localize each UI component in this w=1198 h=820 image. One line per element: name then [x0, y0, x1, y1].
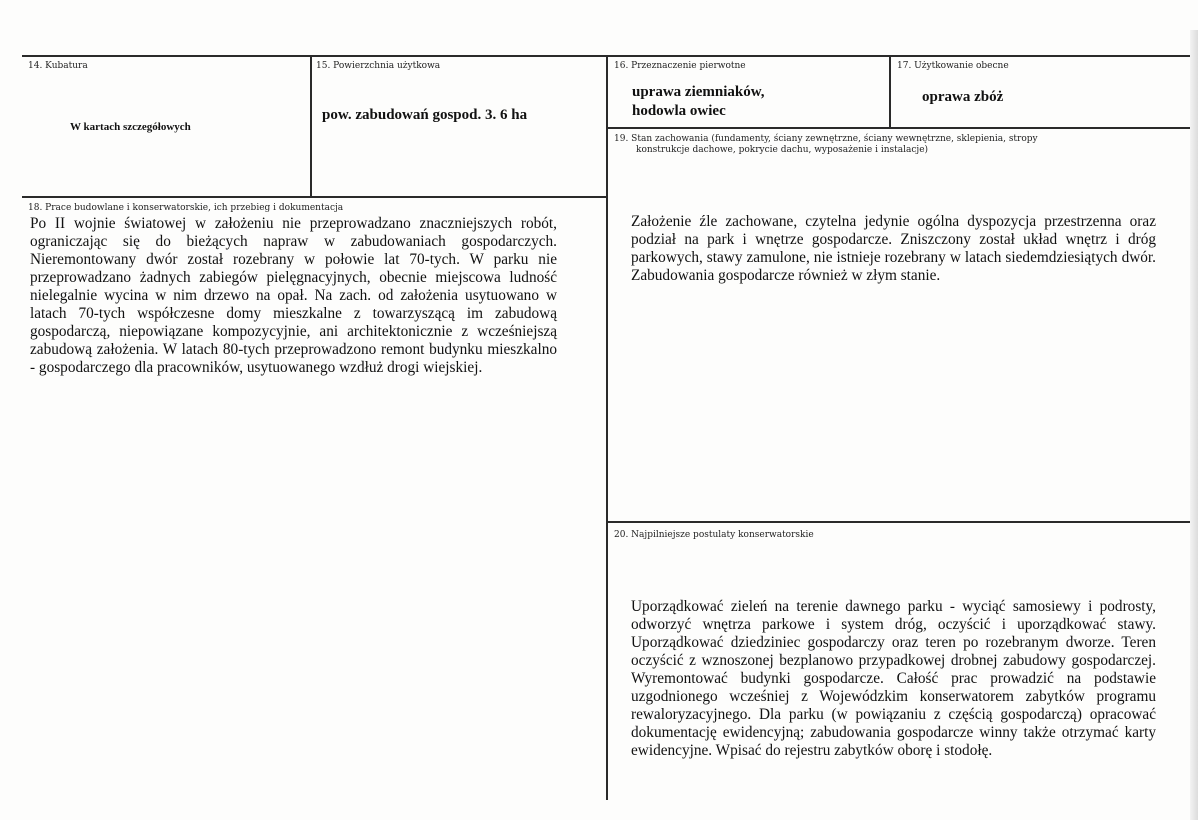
field-15-value: pow. zabudowań gospod. 3. 6 ha — [322, 107, 528, 123]
section20-top-line — [608, 521, 1198, 523]
field-18-text: Po II wojnie światowej w założeniu nie przeprowadzano znaczniejszych robót, ograniczając się do bieżących napraw w zabudowaniach gospodarczych. Nieremontowany dwór został rozebrany w połowie lat 70-tych. W parku nie przeprowadzano żadnych zabiegów pielęgnacyjnych, obecnie miejscowa ludność nielegalnie wycina w nim drzewo na opał. Na zach. od założenia usytuowano w latach 70-tych współczesne domy mieszkalne z towarzyszącą im zabudową gospodarczą, niepowiązane kompozycyjnie, ani architektonicznie z wcześniejszą zabudową założenia. W latach 80-tych przeprowadzono remont budynku mieszkalno - gospodarczego dla pracowników, usytuowanego wzdłuż drogi wiejskiej. — [30, 215, 557, 376]
row1-bottom-left-line — [22, 196, 608, 198]
field-16-value-line2: hodowla owiec — [632, 103, 726, 119]
field-18-label: 18. Prace budowlane i konserwatorskie, ich przebieg i dokumentacja — [28, 203, 344, 213]
field-16-value-line1: uprawa ziemniaków, — [632, 84, 765, 100]
field-14-label: 14. Kubatura — [28, 61, 88, 71]
field-16-label: 16. Przeznaczenie pierwotne — [614, 61, 746, 71]
top-border-line — [22, 55, 1198, 57]
field-19-label-line1: 19. Stan zachowania (fundamenty, ściany zewnętrzne, ściany wewnętrzne, sklepienia, stropy — [614, 134, 1038, 144]
page-edge-shadow — [1190, 30, 1198, 820]
field-20-text: Uporządkować zieleń na terenie dawnego parku - wyciąć samosiewy i podrosty, odworzyć wnętrza parkowe i system dróg, oczyścić i uporządkować stawy. Uporządkować dziedziniec gospodarczy oraz teren po rozebranym dworze. Teren oczyścić z wznoszonej bezplanowo przypadkowej drobnej zabudowy gospodarczej. Wyremontować budynki gospodarcze. Całość prac prowadzić na podstawie uzgodnionego wcześniej z Wojewódzkim konserwatorem zabytków programu rewaloryzacyjnego. Dla parku (w powiązaniu z częścią gospodarczą) opracować dokumentację ewidencyjną; zabudowania gospodarcze winny także otrzymać karty ewidencyjne. Wpisać do rejestru zabytków oborę i stodołę. — [631, 598, 1156, 759]
divider-16-17 — [889, 55, 891, 128]
divider-14-15 — [310, 55, 312, 197]
field-15-label: 15. Powierzchnia użytkowa — [316, 61, 441, 71]
main-vertical-divider — [606, 55, 608, 800]
field-17-value: oprawa zbóż — [922, 89, 1004, 105]
field-19-label-line2: konstrukcje dachowe, pokrycie dachu, wyposażenie i instalacje) — [636, 145, 929, 155]
field-14-value: W kartach szczegółowych — [70, 121, 191, 133]
field-19-text: Założenie źle zachowane, czytelna jedynie ogólna dyspozycja przestrzenna oraz podział na park i wnętrze gospodarcze. Zniszczony został układ wnętrz i dróg parkowych, stawy zamulone, nie istnieje rozebrany w latach siedemdziesiątych dwór. Zabudowania gospodarcze również w złym stanie. — [631, 213, 1156, 284]
field-20-label: 20. Najpilniejsze postulaty konserwatorskie — [614, 530, 814, 540]
row16-bottom-line — [608, 127, 1198, 129]
field-17-label: 17. Użytkowanie obecne — [897, 61, 1009, 71]
